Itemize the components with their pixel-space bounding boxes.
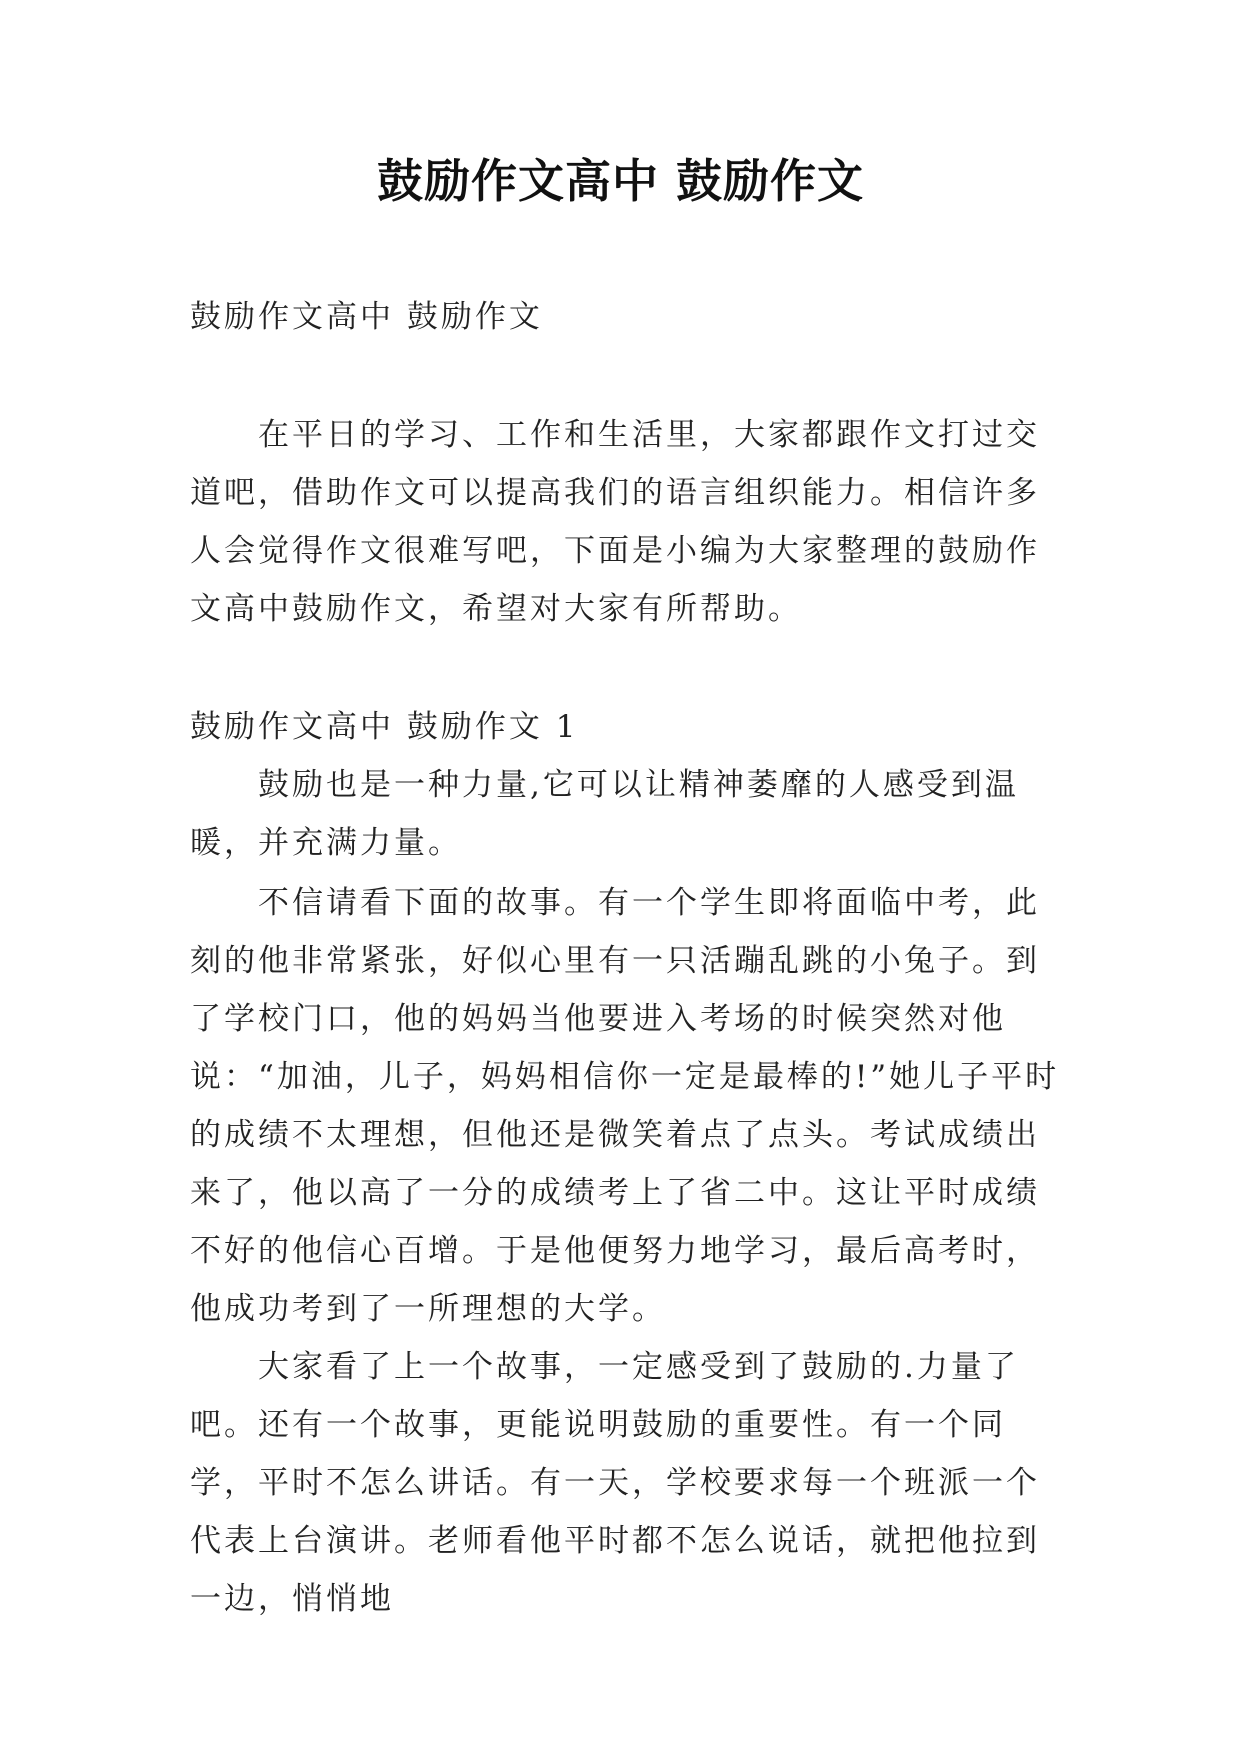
- body-paragraph-2: 不信请看下面的故事。有一个学生即将面临中考，此刻的他非常紧张，好似心里有一只活蹦乱跳的小兔子。到了学校门口，他的妈妈当他要进入考场的时候突然对他说：“加油，儿子，妈妈相信你一定是最棒的!”她儿子平时的成绩不太理想，但他还是微笑着点了点头。考试成绩出来了，他以高了一分的成绩考上了省二中。这让平时成绩不好的他信心百增。于是他便努力地学习，最后高考时，他成功考到了一所理想的大学。: [190, 885, 1060, 1327]
- intro-paragraph: 在平日的学习、工作和生活里，大家都跟作文打过交道吧，借助作文可以提高我们的语言组织能力。相信许多人会觉得作文很难写吧，下面是小编为大家整理的鼓励作文高中鼓励作文，希望对大家有所帮助。: [190, 417, 1040, 627]
- document-subtitle: 鼓励作文高中 鼓励作文: [190, 299, 543, 335]
- body-paragraph-3: 大家看了上一个故事，一定感受到了鼓励的.力量了吧。还有一个故事，更能说明鼓励的重要性。有一个同学，平时不怎么讲话。有一天，学校要求每一个班派一个代表上台演讲。老师看他平时都不怎么说话，就把他拉到一边，悄悄地: [190, 1349, 1040, 1617]
- body-paragraph-1: 鼓励也是一种力量,它可以让精神萎靡的人感受到温暖，并充满力量。: [190, 767, 1019, 861]
- document-title: 鼓励作文高中 鼓励作文: [376, 154, 864, 208]
- section-heading: 鼓励作文高中 鼓励作文 1: [190, 709, 579, 745]
